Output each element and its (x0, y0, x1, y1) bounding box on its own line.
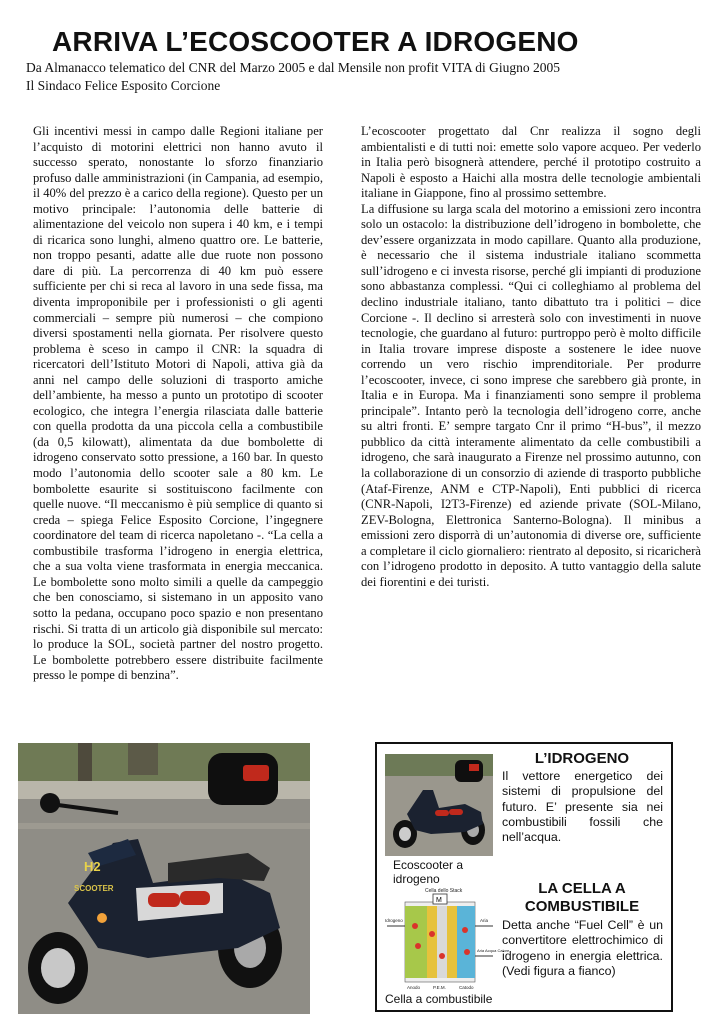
author-line: Il Sindaco Felice Esposito Corcione (26, 78, 221, 93)
caption-fuel-cell: Cella a combustibile (385, 992, 493, 1006)
section-text-cella: Detta anche “Fuel Cell” è un convertitore elettrochimico di idrogeno in energia elettrica. (Vedi figura a fianco) (502, 918, 663, 978)
source-line: Da Almanacco telematico del CNR del Marzo 2005 e dal Mensile non profit VITA di Giugno 2005 (26, 60, 561, 75)
diagram-label-membrane: P.E.M. (433, 985, 446, 990)
svg-text:M: M (436, 897, 442, 904)
ecoscooter-thumbnail (385, 754, 493, 856)
ecoscooter-thumbnail-image (385, 754, 493, 856)
diagram-label-cathode: Catodo (459, 985, 474, 990)
article-column-right (361, 124, 701, 590)
scooter-h2-label: H2 (84, 859, 101, 874)
fuel-cell-diagram (385, 886, 510, 992)
info-box (375, 742, 673, 1012)
caption-ecoscooter: Ecoscooter a idrogeno (393, 858, 464, 886)
diagram-label-hydrogen: Idrogeno (385, 918, 403, 923)
diagram-label-air: Aria (480, 918, 489, 923)
article-paragraph: Gli incentivi messi in campo dalle Regioni italiane per l’acquisto di motorini elettrici non hanno avuto il successo sperato, nonostante lo sforzo finanziario profuso dalle amministrazioni (in Campania, ad esempio, il 40% del prezzo è a carico della regione). Questo per un motivo principale: l’autonomia delle batterie di alimentazione del veicolo non supera i 40 km, e i tempi di ricarica sono lunghi, almeno quattro ore. Le batterie, non troppo pesanti, adatte alle due ruote non possono dare di più. La percorrenza di 40 km può essere sufficiente per chi si reca al lavoro in una sede fissa, ma diventa improponibile per i professionisti o gli agenti commerciali – sempre più numerosi – che compiono diversi spostamenti nella giornata. Per risolvere questo problema è sceso in campo il CNR: la squadra di ricercatori dell’Istituto Motori di Napoli, attiva già da anni nel campo delle soluzioni di trasporto amiche dell’ambiente, ha messo a punto un prototipo di scooter ecologico, che integra l’energia rilasciata dalle batterie con quella prodotta da una piccola cella a combustibile (da 0,5 kilowatt), alimentata da due bombolette di idrogeno conservato sotto pressione, a 160 bar. In questo modo l’autonomia dello scooter sale a 80 km. Le bombolette esaurite si sostituiscono facilmente con quelle nuove. “Il meccanismo è più semplice di quanto si creda – spiega Felice Esposito Corcione, l’ingegnere coordinatore del team di ricerca napoletano -. “La cella a combustibile trasforma l’idrogeno in energia elettrica, che a sua volta viene trasformata in energia meccanica. Le bombolette sono molto simili a quelle da campeggio che ben conosciamo, si sistemano in un apposito vano sotto la pedana, occupano poco spazio e non presentano rischi. Si tratta di un articolo già disponibile sul mercato: lo produce la SOL, società partner del nostro progetto. Le bombolette potrebbero essere distribuite facilmente presso le pompe di benzina”. (33, 124, 323, 683)
diagram-label-anode: Anodo (407, 985, 421, 990)
scooter-photo (18, 743, 310, 1014)
section-text-idrogeno: Il vettore energetico dei sistemi di propulsione del futuro. E’ presente sia nei combustibili fossili che nell’acqua. (502, 769, 663, 845)
diagram-label-stack: Cella dello Stack (425, 888, 463, 894)
diagram-label-output: Aria Acqua Calore (477, 948, 510, 953)
scooter-photo-image (18, 743, 310, 1014)
fuel-cell-diagram-image (385, 886, 510, 992)
section-title-idrogeno: L’IDROGENO (534, 750, 630, 767)
scooter-brand-label: SCOOTER (74, 884, 114, 893)
article-paragraph: La diffusione su larga scala del motorino a emissioni zero incontra solo un ostacolo: la distribuzione dell’idrogeno in bombolette, che dev’essere organizzata in modo capillare. Quanto alla produzione, è necessario che il sistema industriale italiano scommetta sull’idrogeno e ci investa risorse, perché gli impianti di produzione sono abbastanza complessi. “Qui ci colleghiamo al problema del declino industriale italiano, tanto dibattuto tra i politici – dice Corcione -. Il declino si arresterà solo con investimenti in nuove tecnologie, che guardano al futuro: purtroppo però è molto difficile in Italia trovare imprese disposte a sostenere le idee nuove correndo un vero rischio imprenditoriale. Per produrre l’ecoscooter, invece, ci sono imprese che sarebbero già pronte, in Italia e in Europa. Ma i finanziamenti sono sempre il problema principale”. Intanto però la tecnologia dell’idrogeno corre, anche su altri fronti. E’ sempre targato Cnr il primo “H-bus”, il mezzo pubblico da città interamente alimentato da celle combustibili a idrogeno, che sarà inaugurato a Firenze nel prossimo autunno, con la collaborazione di un consorzio di aziende di trasporto pubbliche (Ataf-Firenze, ANM e CTP-Napoli), Enti pubblici di ricerca (CNR-Napoli, I2T3-Firenze) ed aziende private (SOL-Milano, ZEV-Bologna, Elettronica Santerno-Bologna). Il minibus a emissioni zero disporrà di un’autonomia di diverse ore, sufficiente a completare il ciclo giornaliero: rientrato al deposito, si ricaricherà con l’idrogeno prodotto in deposito. A tutto vantaggio della salute dei fiorentini e dei turisti. (361, 201, 701, 589)
article-paragraph: L’ecoscooter progettato dal Cnr realizza il sogno degli ambientalisti e di tutti noi: emette solo vapore acqueo. Per vederlo in Italia però bisognerà attendere, perché il prototipo costruito a Napoli è esposto a Haichi alla mostra delle tecnologie ambientali italiane in Giappone, fino al prossimo settembre. (361, 124, 701, 201)
article-column-left (33, 124, 323, 684)
article-title: ARRIVA L’ECOSCOOTER A IDROGENO (52, 26, 579, 57)
section-title-cella: LA CELLA A COMBUSTIBILE (524, 880, 640, 915)
